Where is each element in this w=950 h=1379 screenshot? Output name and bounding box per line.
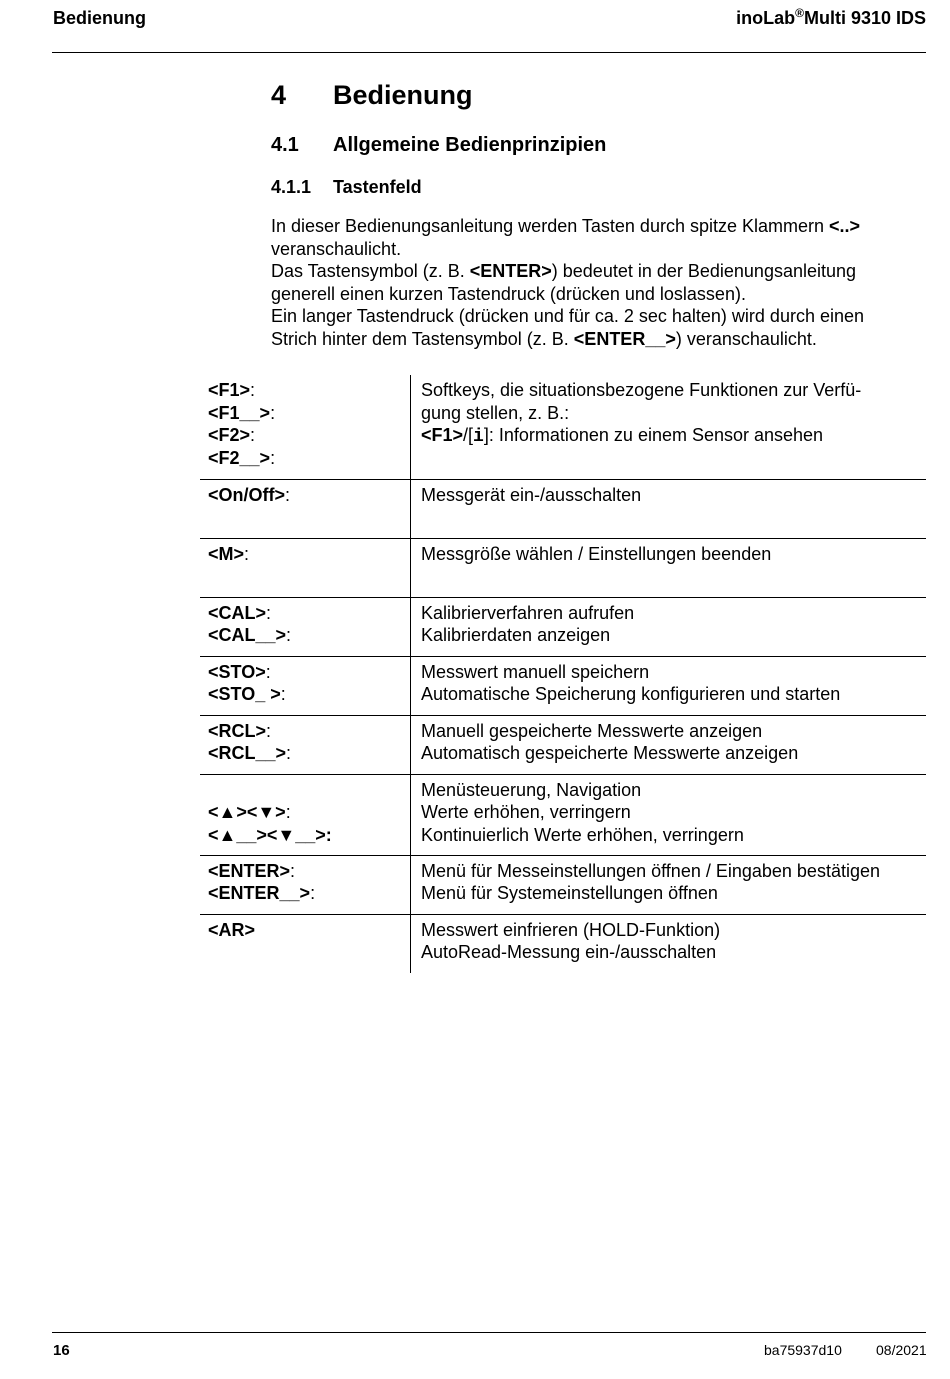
description-line: Kontinuierlich Werte erhöhen, verringern	[421, 824, 744, 845]
description-line: Werte erhöhen, verringern	[421, 802, 631, 823]
intro-text: Das Tastensymbol (z. B.	[271, 261, 470, 282]
key-cell	[200, 479, 411, 538]
header-brand: inoLab	[736, 8, 796, 28]
intro-text: Strich hinter dem Tastensymbol (z. B.	[271, 328, 574, 349]
key-symbol: <F1>	[208, 380, 251, 400]
chapter-number: 4	[271, 80, 287, 110]
key-colon: :	[265, 661, 271, 682]
table-row	[200, 774, 926, 855]
table-row	[200, 538, 926, 597]
description-line: Kalibrierdaten anzeigen	[421, 625, 611, 646]
intro-text: ) bedeutet in der Bedienungsanleitung	[551, 261, 857, 282]
description-cell	[411, 855, 927, 914]
description-cell	[411, 597, 927, 656]
arrow-keys-symbol: <▲><▼>	[208, 802, 286, 823]
key-colon: :	[250, 380, 256, 400]
arrow-keys-long-symbol: <▲__><▼__>:	[208, 824, 332, 845]
key-label	[208, 683, 410, 706]
description-line	[421, 424, 926, 449]
key-colon: :	[310, 883, 316, 904]
description-cell	[411, 479, 927, 538]
key-label	[208, 624, 410, 647]
header-section-title: Bedienung	[53, 8, 146, 28]
key-table	[200, 375, 926, 973]
chapter-title: Bedienung	[333, 80, 473, 110]
description-cell	[411, 914, 927, 973]
key-label	[208, 602, 410, 625]
key-colon: :	[286, 743, 292, 764]
description-cell	[411, 538, 927, 597]
key-label	[208, 402, 410, 425]
description-line: Messgerät ein-/ausschalten	[421, 484, 642, 505]
spacer	[208, 779, 410, 802]
key-cell	[200, 656, 411, 715]
key-symbol: <STO_ >	[208, 684, 281, 705]
table-row	[200, 656, 926, 715]
key-label	[208, 447, 410, 470]
key-colon: :	[286, 625, 292, 646]
table-row	[200, 855, 926, 914]
table-row	[200, 914, 926, 973]
subsection-heading	[271, 176, 422, 198]
intro-line: generell einen kurzen Tastendruck (drücken und loslassen).	[271, 283, 746, 304]
section-title: Allgemeine Bedienprinzipien	[333, 134, 607, 156]
key-label	[208, 720, 410, 743]
key-cell	[200, 715, 411, 774]
intro-line	[271, 328, 921, 351]
intro-paragraph	[271, 215, 921, 351]
intro-line: Ein langer Tastendruck (drücken und für ca. 2 sec halten) wird durch einen	[271, 306, 864, 327]
description-cell	[411, 715, 927, 774]
chapter-heading	[271, 78, 473, 112]
description-cell	[411, 375, 927, 479]
key-label	[208, 919, 410, 942]
key-colon: :	[266, 720, 272, 741]
footer-rule	[52, 1332, 926, 1333]
table-row	[200, 479, 926, 538]
key-symbol: <RCL__>	[208, 743, 287, 764]
key-colon: :	[250, 425, 256, 446]
key-symbol: <RCL>	[208, 720, 267, 741]
key-colon: :	[244, 543, 250, 564]
table-row	[200, 597, 926, 656]
description-line: Menü für Messeinstellungen öffnen / Eingaben bestätigen	[421, 860, 880, 881]
key-symbol: <M>	[208, 543, 245, 564]
key-colon: :	[280, 684, 286, 705]
key-example: <ENTER__>	[573, 328, 676, 349]
description-line: Menü für Systemeinstellungen öffnen	[421, 883, 718, 904]
description-line: Softkeys, die situationsbezogene Funktionen zur Verfü-	[421, 380, 862, 400]
subsection-title: Tastenfeld	[333, 177, 422, 197]
key-colon: :	[290, 860, 296, 881]
key-colon: :	[285, 484, 291, 505]
description-line: Automatische Speicherung konfigurieren und starten	[421, 684, 841, 705]
table-row	[200, 715, 926, 774]
key-symbol: <AR>	[208, 919, 256, 940]
key-symbol: <CAL>	[208, 602, 267, 623]
key-cell	[200, 855, 411, 914]
description-line: Menüsteuerung, Navigation	[421, 779, 642, 800]
key-colon: :	[285, 802, 291, 823]
key-symbol: <STO>	[208, 661, 266, 682]
key-cell	[200, 538, 411, 597]
key-cell	[200, 774, 411, 855]
document-date: 08/2021	[876, 1342, 927, 1358]
key-symbol: <F2>	[208, 425, 251, 446]
intro-line	[271, 260, 921, 283]
info-key-symbol: i	[473, 427, 484, 448]
description-text: ]: Informationen zu einem Sensor ansehen	[483, 425, 824, 446]
key-label	[208, 661, 410, 684]
subsection-number: 4.1.1	[271, 177, 312, 197]
header-product-name	[736, 7, 926, 29]
key-example: <..>	[829, 216, 861, 236]
description-line: AutoRead-Messung ein-/ausschalten	[421, 942, 717, 963]
key-colon: :	[270, 402, 276, 423]
header-rule	[52, 52, 926, 53]
key-label	[208, 543, 410, 566]
key-cell	[200, 375, 411, 479]
description-line: Messgröße wählen / Einstellungen beenden	[421, 543, 772, 564]
key-symbol: <CAL__>	[208, 625, 287, 646]
key-label	[208, 742, 410, 765]
section-heading	[271, 132, 606, 158]
key-label	[208, 484, 410, 507]
key-example: <ENTER>	[469, 261, 552, 282]
key-label	[208, 824, 410, 847]
key-label	[208, 424, 410, 447]
intro-line: veranschaulicht.	[271, 238, 402, 259]
key-label	[208, 801, 410, 824]
intro-text: In dieser Bedienungsanleitung werden Tasten durch spitze Klammern	[271, 216, 829, 236]
key-cell	[200, 597, 411, 656]
document-id: ba75937d10	[764, 1342, 842, 1358]
table-row	[200, 375, 926, 479]
key-symbol: <F1>	[421, 425, 464, 446]
intro-line	[271, 215, 921, 238]
description-cell	[411, 774, 927, 855]
intro-text: ) veranschaulicht.	[675, 328, 817, 349]
description-line: Automatisch gespeicherte Messwerte anzeigen	[421, 743, 799, 764]
description-line: Manuell gespeicherte Messwerte anzeigen	[421, 720, 763, 741]
description-line: gung stellen, z. B.:	[421, 402, 570, 423]
header-model: Multi 9310 IDS	[803, 8, 926, 28]
key-label	[208, 882, 410, 905]
key-symbol: <F1__>	[208, 402, 271, 423]
registered-mark: ®	[795, 6, 804, 20]
description-line: Messwert einfrieren (HOLD-Funktion)	[421, 919, 721, 940]
key-label	[208, 379, 410, 402]
key-cell	[200, 914, 411, 973]
description-line: Kalibrierverfahren aufrufen	[421, 602, 635, 623]
description-line: Messwert manuell speichern	[421, 661, 650, 682]
key-symbol: <ENTER>	[208, 860, 291, 881]
key-symbol: <ENTER__>	[208, 883, 311, 904]
description-cell	[411, 656, 927, 715]
key-symbol: <On/Off>	[208, 484, 286, 505]
description-text: /[	[463, 425, 474, 446]
key-label	[208, 860, 410, 883]
section-number: 4.1	[271, 134, 299, 156]
key-symbol: <F2__>	[208, 447, 271, 468]
key-colon: :	[266, 602, 272, 623]
key-colon: :	[270, 447, 276, 468]
page-number: 16	[53, 1342, 70, 1359]
